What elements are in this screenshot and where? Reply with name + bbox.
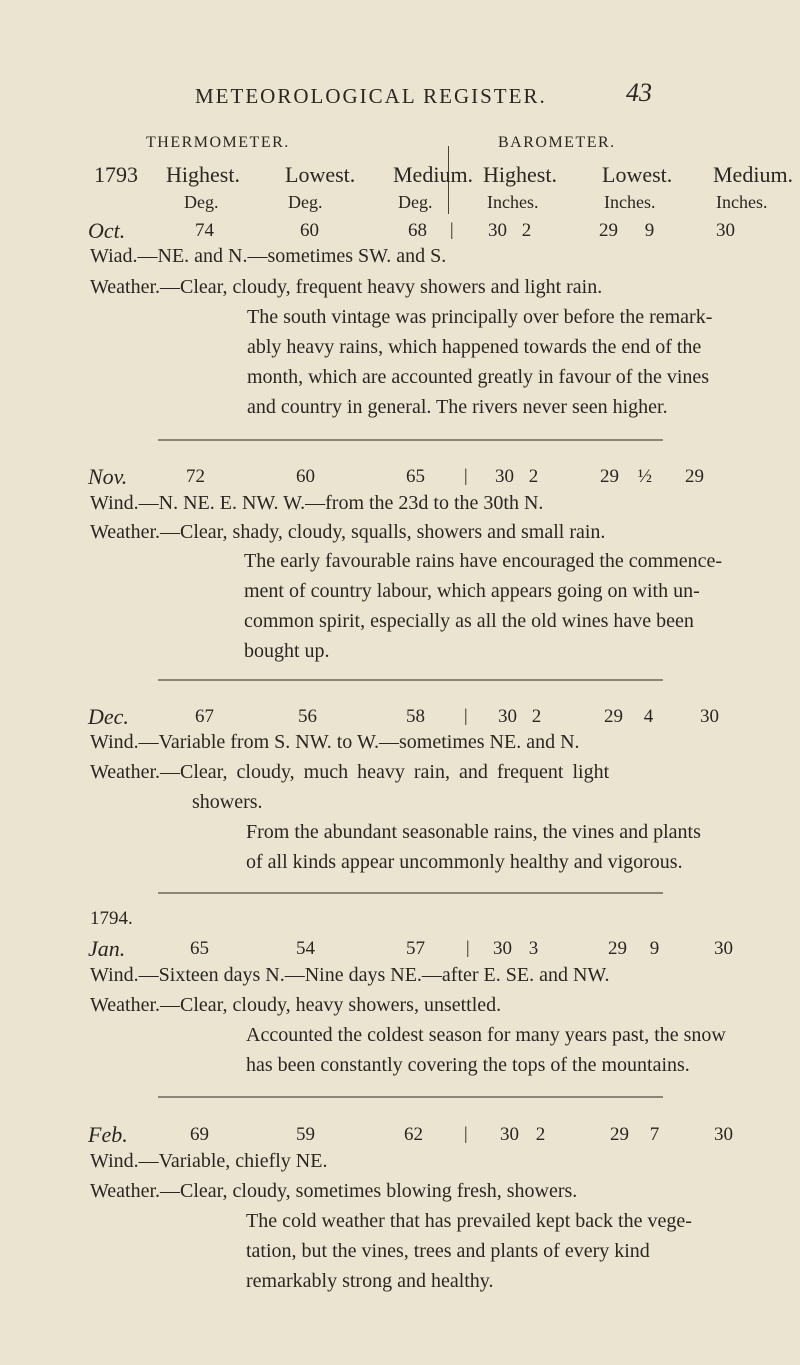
unit-deg-2: Deg.: [288, 192, 323, 212]
thermo-lowest: 59: [296, 1124, 315, 1145]
col-lowest-baro: Lowest.: [602, 162, 673, 187]
remark-line: From the abundant seasonable rains, the vines and plants: [246, 821, 701, 843]
baro-lowest: 29 4: [604, 706, 654, 727]
section-rule: [158, 1096, 663, 1098]
thermo-medium: 57: [406, 938, 425, 959]
remark-line: tation, but the vines, trees and plants of every kind: [246, 1240, 650, 1262]
month-label: Feb.: [88, 1122, 128, 1147]
col-highest-thermo: Highest.: [166, 162, 240, 187]
weather-line: Weather.—Clear, shady, cloudy, squalls, showers and small rain.: [90, 521, 606, 543]
thermo-lowest: 54: [296, 938, 315, 959]
col-medium-baro: Medium.: [713, 162, 794, 187]
weather-line: Weather.—Clear, cloudy, heavy showers, unsettled.: [90, 994, 502, 1016]
remark-line: The south vintage was principally over before the remark-: [247, 306, 713, 328]
weather-line: Weather.—Clear, cloudy, much heavy rain, and frequent light: [90, 761, 610, 783]
thermo-highest: 69: [190, 1124, 209, 1145]
thermo-highest: 74: [195, 220, 214, 241]
thermo-medium: 62: [404, 1124, 423, 1145]
running-header: [0, 78, 800, 114]
book-page: METEOROLOGICAL REGISTER. 43 THERMOMETER. BAROMETER. 1793 Highest. Lowest. Medium. Highest. Lowest. Medium. Deg. Deg. Deg. Inches. Inches. Inches. Oct. 74 60 68 | 30 2 29 9 30 Wiad.—NE. and N.—sometimes SW. and S. Weather.—Clear, cloudy, frequent heavy showers and light rain. The south vintage was principally over before the remark- ably heavy rains, which happened towards the end of the month, which are accounted greatly in favour of the vines and country in general. The rivers never seen higher. Nov. 72 60 65 | 30 2 29 ½ 29 Wind.—N. NE. E. NW. W.—from the 23d to the 30th N. Weather.—Clear, shady, cloudy, squalls, showers and small rain. The early favourable rains have encouraged the commence- ment of country labour, which appears going on with un- common spirit, especially as all the old wines have been bought up. Dec. 67 56 58 | 30 2 29 4 30 Wind.—Variable from S. NW. to W.—sometimes NE. and N. Weather.—Clear, cloudy, much heavy rain, and frequent light showers. From the abundant seasonable rains, the vines and plants of all kinds appear uncommonly healthy and vigorous. 1794. Jan. 65 54 57 | 30 3 29 9 30 Wind.—Sixteen days N.—Nine days NE.—after E. SE. and NW. Weather.—Clear, cloudy, heavy showers, unsettled. Accounted the coldest season for many years past, the snow has been constantly covering the tops of the mountains. Feb. 69 59 62 | 30 2 29 7 30 Wind.—Variable, chiefly NE. Weather.—Clear, cloudy, sometimes blowing fresh, showers. The cold weather that has prevailed kept back the vege- tation, but the vines, trees and plants of every kind remarkably strong and healthy.: [0, 0, 800, 1365]
baro-highest: 30 3: [493, 938, 539, 959]
remark-line: and country in general. The rivers never seen higher.: [247, 396, 668, 418]
unit-deg-3: Deg.: [398, 192, 433, 212]
section-rule: [158, 439, 663, 441]
page-number: 43: [626, 78, 652, 107]
remark-line: bought up.: [244, 640, 330, 662]
unit-inches-2: Inches.: [604, 192, 656, 212]
wind-line: Wind.—N. NE. E. NW. W.—from the 23d to the 30th N.: [90, 492, 544, 514]
month-label: Nov.: [88, 464, 128, 489]
weather-line: Weather.—Clear, cloudy, frequent heavy showers and light rain.: [90, 276, 603, 298]
weather-continuation: showers.: [192, 791, 263, 813]
wind-line: Wiad.—NE. and N.—sometimes SW. and S.: [90, 245, 447, 267]
thermo-lowest: 60: [296, 466, 315, 487]
baro-medium: 30: [716, 220, 735, 241]
weather-line: Weather.—Clear, cloudy, sometimes blowing fresh, showers.: [90, 1180, 578, 1202]
remark-line: remarkably strong and healthy.: [246, 1270, 494, 1292]
year-heading: 1793: [94, 162, 138, 187]
baro-highest: 30 2: [500, 1124, 546, 1145]
page-title: METEOROLOGICAL REGISTER.: [195, 84, 547, 108]
baro-medium: 30: [714, 1124, 733, 1145]
thermo-lowest: 56: [298, 706, 317, 727]
baro-lowest: 29 7: [610, 1124, 660, 1145]
baro-medium: 29: [685, 466, 704, 487]
barometer-heading: BAROMETER.: [498, 134, 616, 151]
baro-highest: 30 2: [488, 220, 532, 241]
remark-line: of all kinds appear uncommonly healthy and vigorous.: [246, 851, 683, 873]
remark-line: ably heavy rains, which happened towards the end of the: [247, 336, 702, 358]
thermo-highest: 65: [190, 938, 209, 959]
baro-medium: 30: [714, 938, 733, 959]
col-lowest-thermo: Lowest.: [285, 162, 356, 187]
remark-line: The cold weather that has prevailed kept back the vege-: [246, 1210, 692, 1232]
section-rule: [158, 679, 663, 681]
thermo-medium: 68: [408, 220, 427, 241]
remark-line: common spirit, especially as all the old wines have been: [244, 610, 694, 632]
remark-line: has been constantly covering the tops of the mountains.: [246, 1054, 690, 1076]
baro-lowest: 29 9: [608, 938, 660, 959]
year-label: 1794.: [90, 908, 133, 929]
section-rule: [158, 892, 663, 894]
unit-deg-1: Deg.: [184, 192, 219, 212]
month-label: Dec.: [88, 704, 129, 729]
thermo-highest: 72: [186, 466, 205, 487]
unit-inches-3: Inches.: [716, 192, 768, 212]
col-medium-thermo: Medium.: [393, 162, 474, 187]
remark-line: Accounted the coldest season for many years past, the snow: [246, 1024, 726, 1046]
col-highest-baro: Highest.: [483, 162, 557, 187]
baro-lowest: 29 9: [599, 220, 655, 241]
thermo-highest: 67: [195, 706, 214, 727]
thermo-medium: 58: [406, 706, 425, 727]
month-label: Oct.: [88, 218, 126, 243]
month-label: Jan.: [88, 936, 126, 961]
baro-medium: 30: [700, 706, 719, 727]
thermometer-heading: THERMOMETER.: [146, 134, 290, 151]
baro-highest: 30 2: [498, 706, 542, 727]
baro-highest: 30 2: [495, 466, 539, 487]
unit-inches-1: Inches.: [487, 192, 539, 212]
thermo-medium: 65: [406, 466, 425, 487]
wind-line: Wind.—Variable, chiefly NE.: [90, 1150, 328, 1172]
thermo-lowest: 60: [300, 220, 319, 241]
wind-line: Wind.—Variable from S. NW. to W.—sometimes NE. and N.: [90, 731, 580, 753]
wind-line: Wind.—Sixteen days N.—Nine days NE.—after E. SE. and NW.: [90, 964, 610, 986]
remark-line: ment of country labour, which appears going on with un-: [244, 580, 700, 602]
remark-line: The early favourable rains have encouraged the commence-: [244, 550, 723, 572]
remark-line: month, which are accounted greatly in favour of the vines: [247, 366, 710, 388]
baro-lowest: 29 ½: [600, 466, 652, 487]
